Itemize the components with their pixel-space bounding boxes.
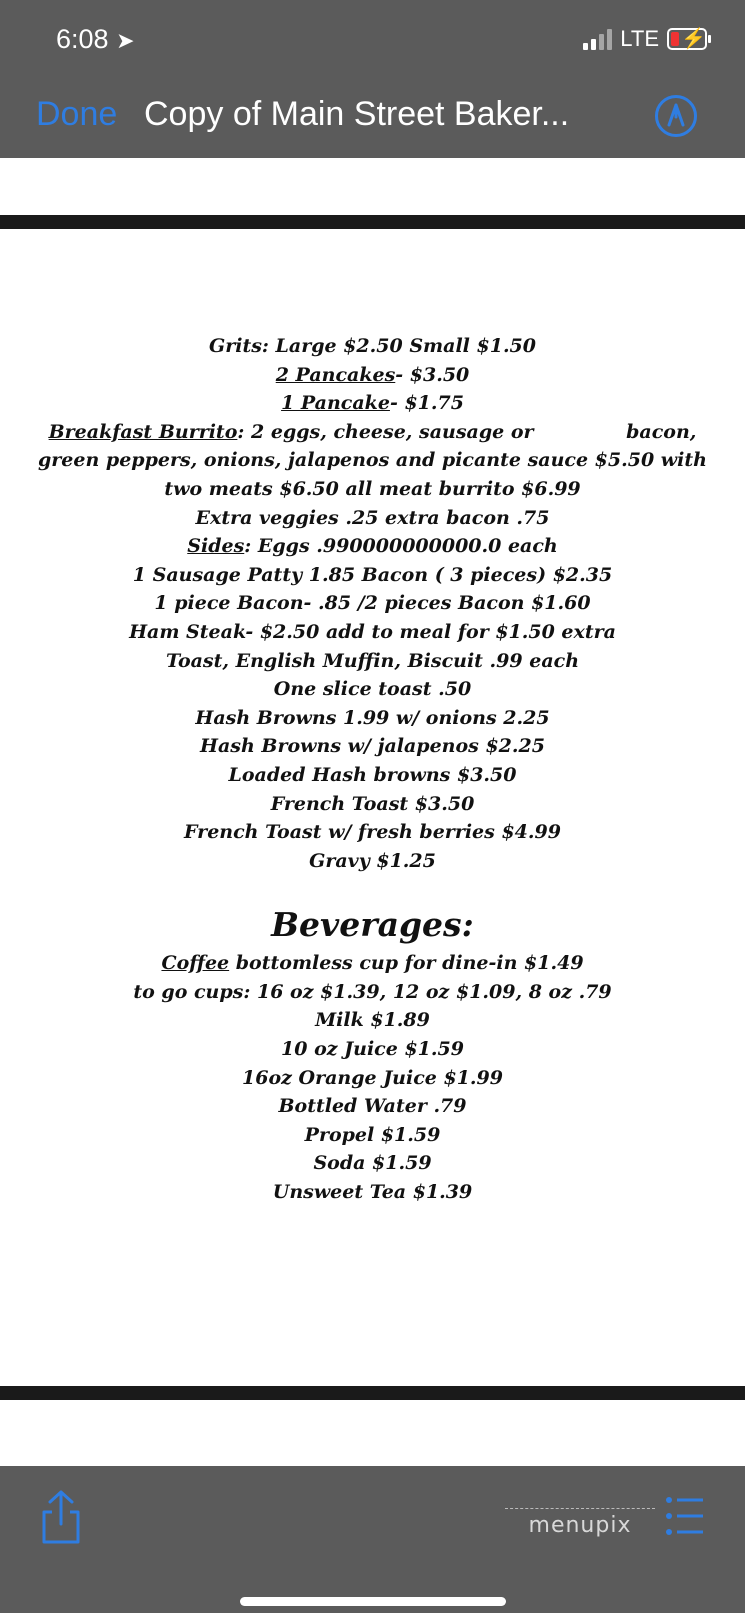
menu-line: Ham Steak- $2.50 add to meal for $1.50 extra xyxy=(129,620,616,643)
bottom-toolbar xyxy=(0,1466,745,1613)
top-bar xyxy=(0,0,745,158)
menu-line-rest: - $1.75 xyxy=(389,392,464,415)
menu-page xyxy=(0,229,745,1386)
menu-line xyxy=(0,949,745,978)
menu-line: Propel $1.59 xyxy=(304,1123,441,1146)
markup-icon xyxy=(665,103,687,129)
menu-line: Grits: Large $2.50 Small $1.50 xyxy=(208,335,537,357)
share-button[interactable] xyxy=(38,1488,84,1546)
beverage-items xyxy=(0,949,745,1206)
menu-line-rest: : Eggs .990000000000.0 each xyxy=(244,535,558,558)
menu-line xyxy=(0,361,745,390)
page-divider-top xyxy=(0,215,745,229)
list-button[interactable] xyxy=(665,1494,705,1538)
menu-line: 16oz Orange Juice $1.99 xyxy=(242,1066,503,1089)
menu-line: Hash Browns 1.99 w/ onions 2.25 xyxy=(195,706,550,729)
menu-line-underlined: 2 Pancakes xyxy=(275,363,396,386)
menu-line: two meats $6.50 all meat burrito $6.99 xyxy=(164,477,581,500)
menu-line: green peppers, onions, jalapenos and picante sauce $5.50 with xyxy=(38,449,707,472)
status-indicators xyxy=(583,26,707,52)
menu-line-rest: : 2 eggs, cheese, sausage or bacon, xyxy=(237,420,697,443)
page-gap xyxy=(0,158,745,215)
menu-line-rest: - $3.50 xyxy=(395,363,470,386)
menu-line xyxy=(0,532,745,561)
menu-line-underlined: 1 Pancake xyxy=(281,392,390,415)
menu-line: One slice toast .50 xyxy=(273,678,472,701)
network-label: LTE xyxy=(620,26,659,51)
beverages-heading: Beverages: xyxy=(271,905,474,945)
menu-line: Bottled Water .79 xyxy=(278,1095,467,1118)
menu-line-underlined: Breakfast Burrito xyxy=(48,420,238,443)
menu-line: 10 oz Juice $1.59 xyxy=(281,1038,464,1061)
page-divider-bottom xyxy=(0,1386,745,1400)
menu-line: to go cups: 16 oz $1.39, 12 oz $1.09, 8 oz .79 xyxy=(133,980,612,1003)
location-arrow-icon: ➤ xyxy=(116,28,135,53)
status-time xyxy=(56,24,135,55)
signal-icon xyxy=(583,28,612,50)
menu-line: 1 Sausage Patty 1.85 Bacon ( 3 pieces) $2.35 xyxy=(132,563,613,586)
list-icon xyxy=(665,1494,705,1538)
battery-icon: ⚡ xyxy=(667,28,707,50)
menu-lines xyxy=(0,332,745,1207)
menu-items xyxy=(0,332,745,875)
menu-line: Gravy $1.25 xyxy=(309,849,436,872)
menu-line-underlined: Sides xyxy=(187,535,245,558)
menu-line: Toast, English Muffin, Biscuit .99 each xyxy=(165,649,580,672)
markup-button[interactable] xyxy=(655,95,697,137)
home-indicator xyxy=(240,1597,506,1606)
menu-line-rest: bottomless cup for dine-in $1.49 xyxy=(229,952,584,975)
menu-line xyxy=(0,389,745,418)
menu-line: Soda $1.59 xyxy=(313,1152,432,1175)
menu-line: Hash Browns w/ jalapenos $2.25 xyxy=(200,735,545,758)
status-time-text: 6:08 xyxy=(56,24,109,54)
menu-line: 1 piece Bacon- .85 /2 pieces Bacon $1.60 xyxy=(154,592,591,615)
menu-line: Extra veggies .25 extra bacon .75 xyxy=(195,506,550,529)
done-button[interactable]: Done xyxy=(36,95,118,133)
document-title: Copy of Main Street Baker... xyxy=(144,95,570,133)
menu-line-underlined: Coffee xyxy=(161,952,230,975)
menu-line: Loaded Hash browns $3.50 xyxy=(228,763,517,786)
menu-line: Unsweet Tea $1.39 xyxy=(272,1181,473,1204)
menu-line: French Toast $3.50 xyxy=(270,792,475,815)
share-icon xyxy=(38,1488,84,1546)
menu-line xyxy=(0,418,745,447)
watermark: menupix xyxy=(505,1508,655,1538)
menu-line: French Toast w/ fresh berries $4.99 xyxy=(184,821,561,844)
menu-line: Milk $1.89 xyxy=(315,1009,430,1032)
